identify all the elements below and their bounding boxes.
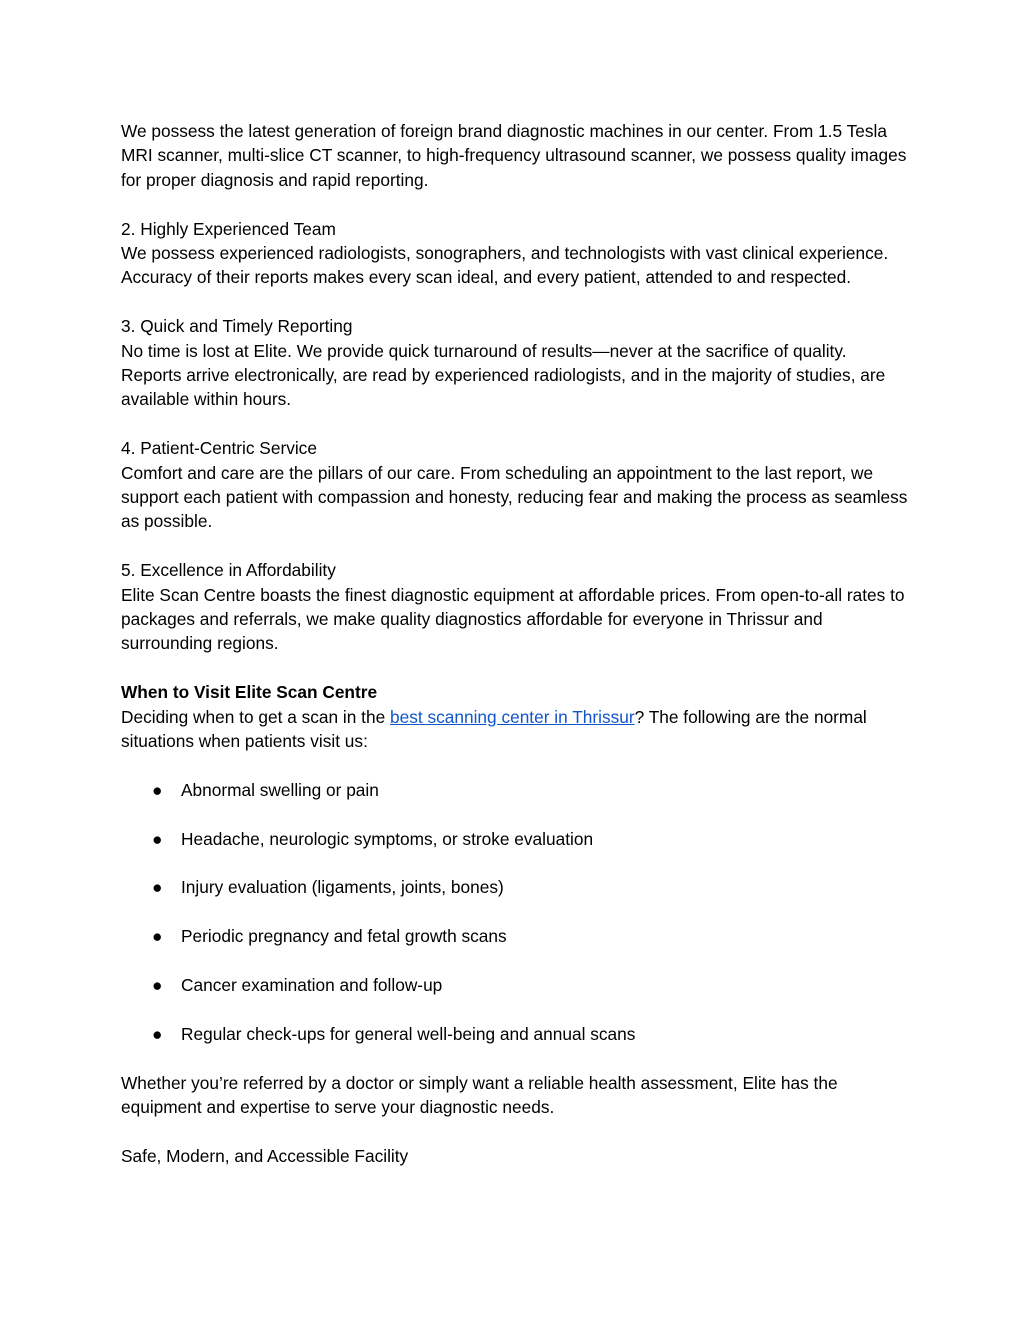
list-item-text: Regular check-ups for general well-being and annual scans bbox=[181, 1023, 636, 1044]
when-to-visit-paragraph bbox=[121, 705, 911, 754]
list-item-text: Cancer examination and follow-up bbox=[181, 975, 443, 996]
section-body-affordability: Elite Scan Centre boasts the finest diagnostic equipment at affordable prices. From open-to-all rates to packages and referrals, we make quality diagnostics affordable for everyone in Thrissur and surrounding regions. bbox=[121, 584, 905, 654]
section-heading-patient-centric: 4. Patient-Centric Service bbox=[121, 438, 317, 459]
bullet-icon: ● bbox=[152, 975, 163, 996]
list-item-text: Periodic pregnancy and fetal growth scans bbox=[181, 926, 507, 947]
bullet-icon: ● bbox=[152, 779, 163, 800]
bullet-icon: ● bbox=[152, 1023, 163, 1044]
section-body-patient-centric: Comfort and care are the pillars of our care. From scheduling an appointment to the last report, we support each patient with compassion and honesty, reducing fear and making the process as seamless as possible. bbox=[121, 462, 908, 532]
list-item-text: Injury evaluation (ligaments, joints, bones) bbox=[181, 877, 504, 898]
facility-heading: Safe, Modern, and Accessible Facility bbox=[121, 1145, 409, 1166]
paragraph-spacer bbox=[121, 534, 911, 558]
section-heading-affordability: 5. Excellence in Affordability bbox=[121, 560, 336, 581]
list-item bbox=[121, 875, 911, 899]
document-page bbox=[121, 119, 911, 1168]
paragraph-spacer bbox=[121, 290, 911, 314]
paragraph-spacer bbox=[121, 192, 911, 216]
bullet-icon: ● bbox=[152, 877, 163, 898]
bullet-icon: ● bbox=[152, 926, 163, 947]
section-body-reporting: No time is lost at Elite. We provide quick turnaround of results—never at the sacrifice of quality. Reports arrive electronically, are read by experienced radiologists, and in the majority of studies, are available within hours. bbox=[121, 340, 886, 410]
list-item bbox=[121, 924, 911, 948]
section-body-team: We possess experienced radiologists, sonographers, and technologists with vast clinical experience. Accuracy of their reports makes every scan ideal, and every patient, attended to and respected. bbox=[121, 243, 889, 288]
section-heading-team: 2. Highly Experienced Team bbox=[121, 218, 336, 239]
best-scanning-center-link[interactable]: best scanning center in Thrissur bbox=[390, 706, 635, 727]
list-item bbox=[121, 1022, 911, 1046]
when-to-visit-text-after: ? The following are the normal situations when patients visit us: bbox=[121, 706, 867, 752]
list-item-text: Abnormal swelling or pain bbox=[181, 779, 379, 800]
list-item bbox=[121, 827, 911, 851]
when-to-visit-text-before: Deciding when to get a scan in the bbox=[121, 706, 390, 727]
visit-reasons-list bbox=[121, 778, 911, 1046]
paragraph-spacer bbox=[121, 656, 911, 680]
paragraph-spacer bbox=[121, 753, 911, 777]
closing-paragraph: Whether you’re referred by a doctor or simply want a reliable health assessment, Elite has the equipment and expertise to serve your diagnostic needs. bbox=[121, 1072, 838, 1118]
when-to-visit-heading: When to Visit Elite Scan Centre bbox=[121, 682, 378, 703]
intro-paragraph: We possess the latest generation of foreign brand diagnostic machines in our center. From 1.5 Tesla MRI scanner, multi-slice CT scanner, to high-frequency ultrasound scanner, we possess quality images for proper diagnosis and rapid reporting. bbox=[121, 121, 907, 190]
bullet-icon: ● bbox=[152, 828, 163, 849]
list-item bbox=[121, 778, 911, 802]
section-heading-reporting: 3. Quick and Timely Reporting bbox=[121, 316, 353, 337]
list-item bbox=[121, 973, 911, 997]
paragraph-spacer bbox=[121, 412, 911, 436]
paragraph-spacer bbox=[121, 1119, 911, 1143]
list-item-text: Headache, neurologic symptoms, or stroke evaluation bbox=[181, 828, 594, 849]
